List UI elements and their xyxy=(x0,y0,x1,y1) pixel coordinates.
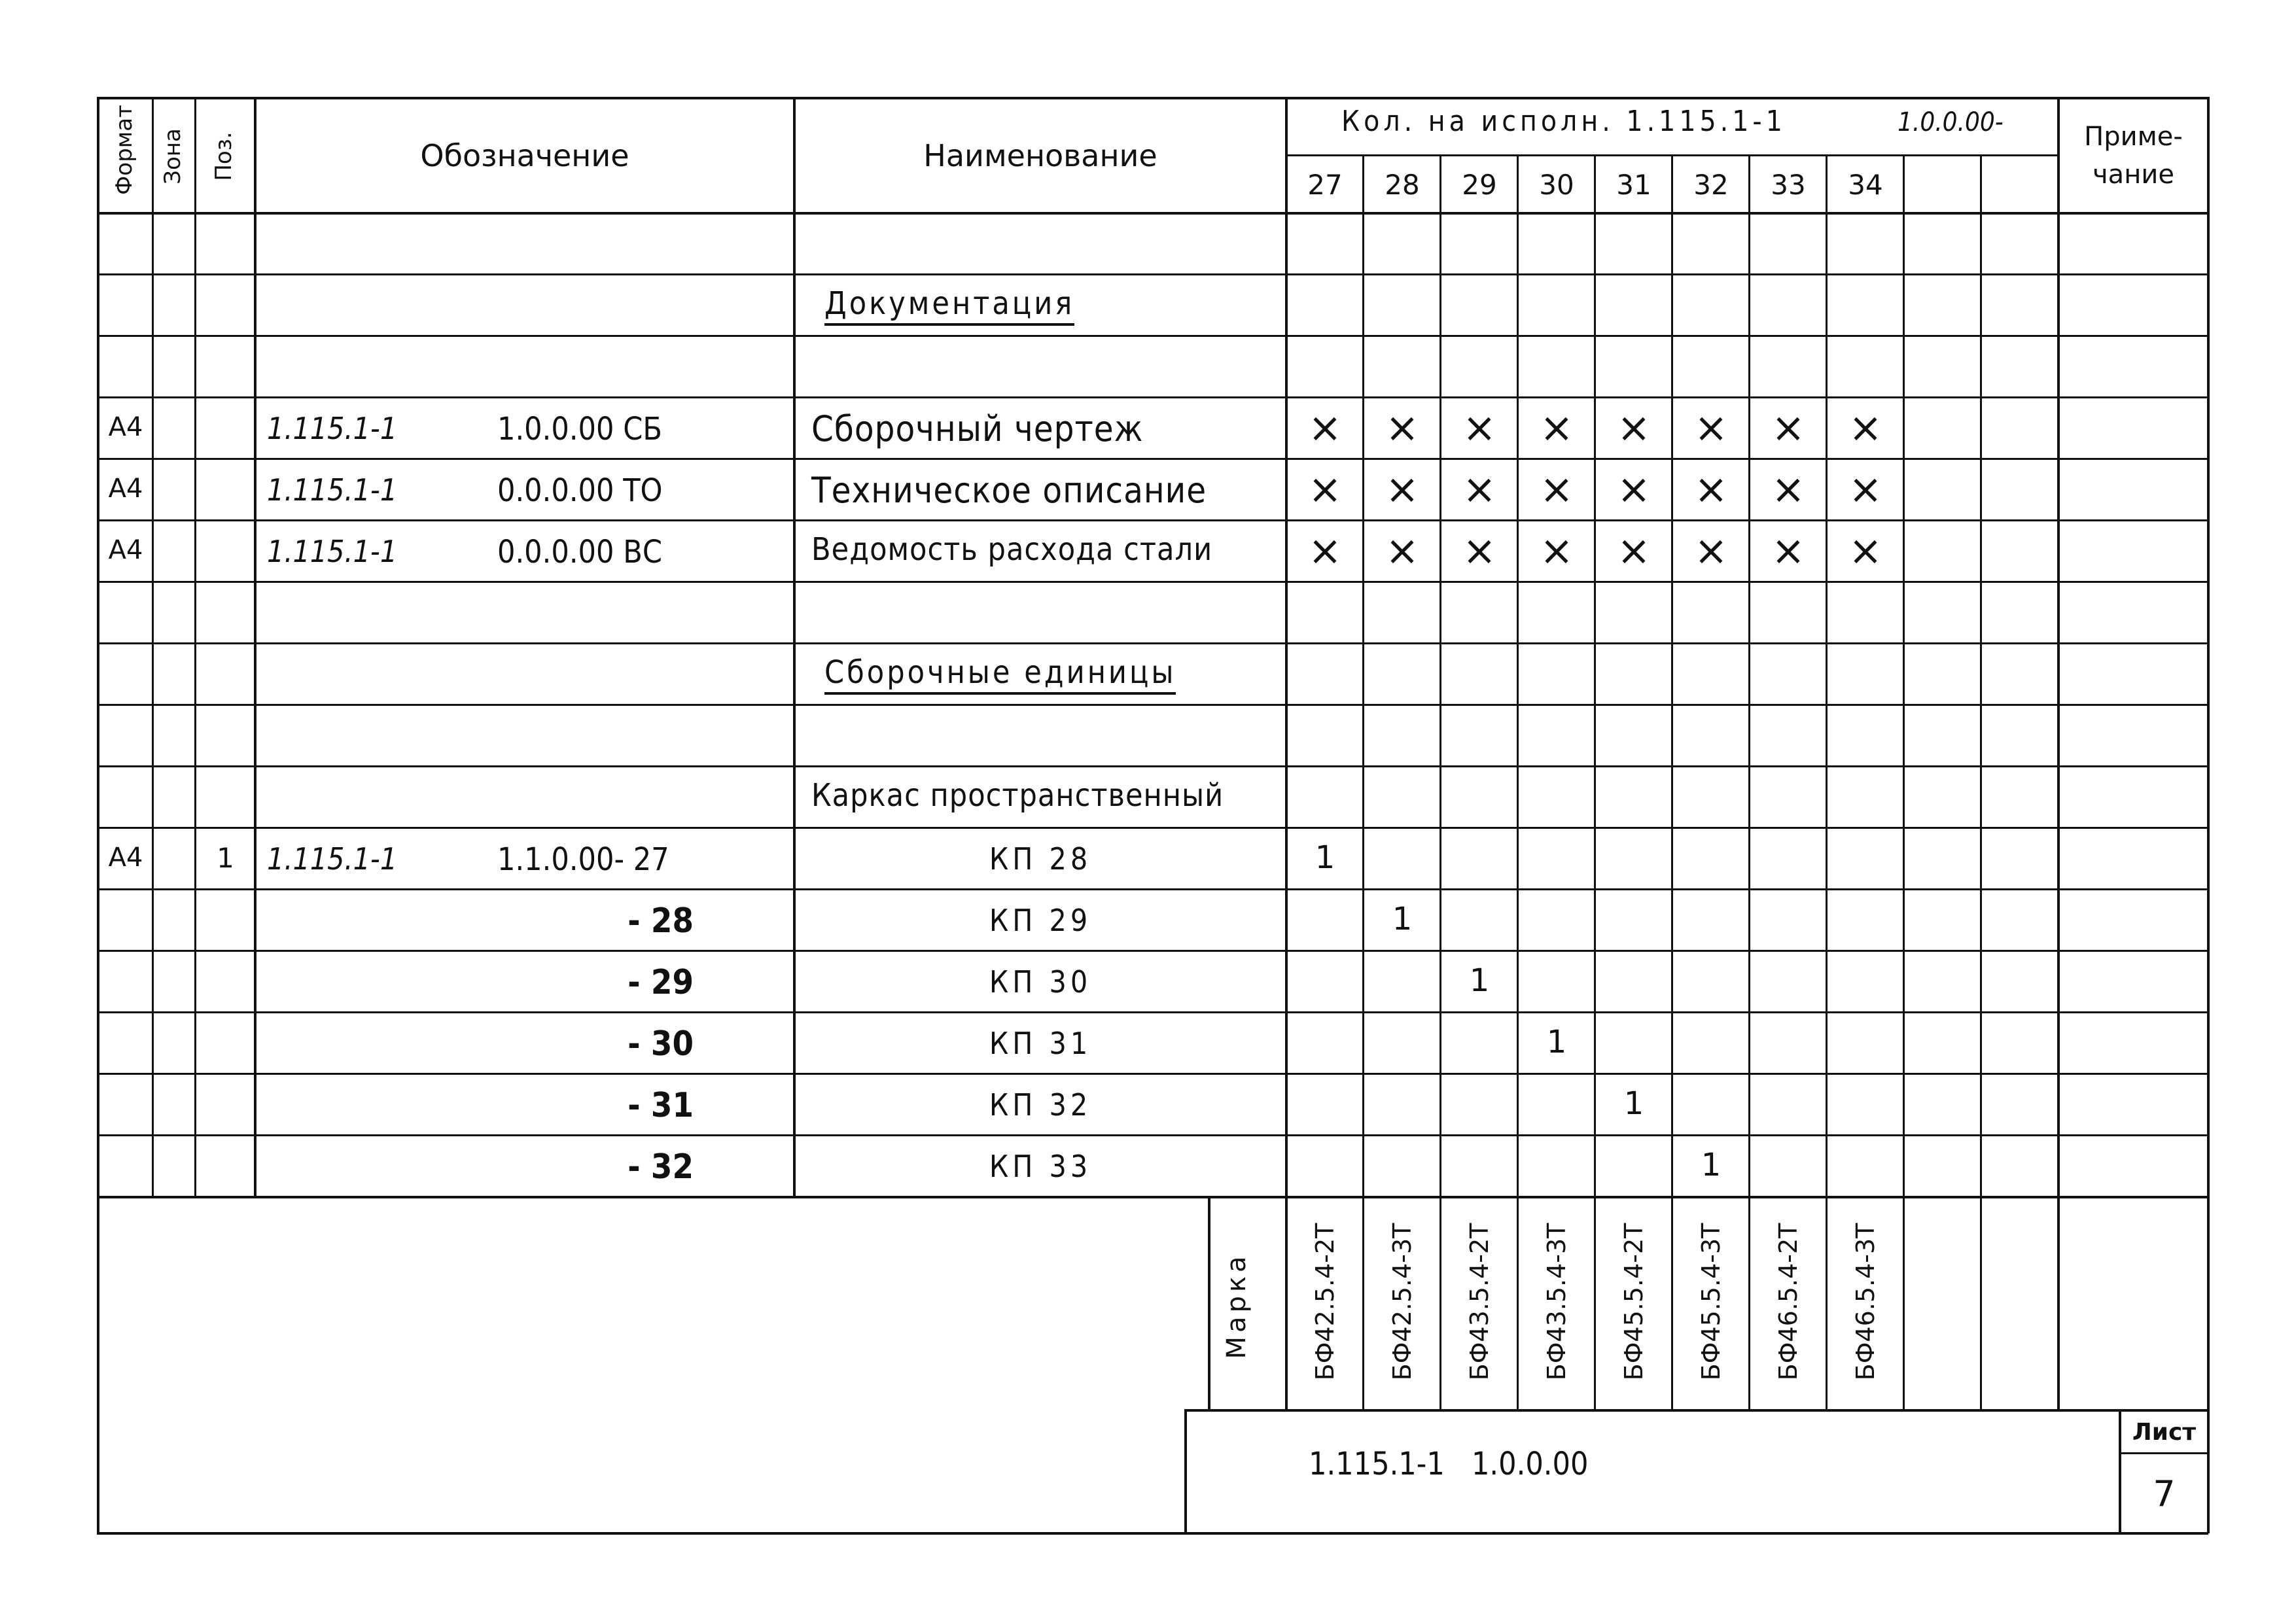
qty-mark xyxy=(1442,335,1517,396)
qty-mark xyxy=(1828,1011,1903,1073)
qty-mark xyxy=(1828,212,1903,273)
qty-mark xyxy=(1828,950,1903,1011)
qty-mark xyxy=(1597,950,1671,1011)
qty-mark xyxy=(1365,1073,1439,1134)
position-cell xyxy=(197,212,254,273)
qty-mark xyxy=(1828,335,1903,396)
designation-doc-number: 1.115.1-1 xyxy=(267,841,398,877)
qty-mark: × xyxy=(1771,403,1805,451)
qty-mark xyxy=(1674,212,1748,273)
frame-bottom xyxy=(97,1532,2208,1535)
designation-code: - 31 xyxy=(627,1086,694,1125)
marka-label: Марка xyxy=(1222,1252,1252,1359)
qty-column-header: 32 xyxy=(1693,168,1729,201)
qty-mark xyxy=(1442,1011,1517,1073)
qty-mark: × xyxy=(1771,464,1805,513)
name-cell: КП 29 xyxy=(989,903,1092,938)
marka-value: БФ42.5.4-2Т xyxy=(1311,1223,1339,1381)
col-line xyxy=(1362,154,1364,1409)
qty-mark: × xyxy=(1540,403,1574,451)
qty-mark xyxy=(1442,888,1517,950)
qty-mark xyxy=(1288,1073,1362,1134)
qty-mark xyxy=(1365,765,1439,827)
qty-mark xyxy=(1519,888,1594,950)
qty-mark xyxy=(1597,642,1671,704)
qty-mark xyxy=(1365,273,1439,335)
qty-mark xyxy=(1519,950,1594,1011)
name-cell: КП 33 xyxy=(989,1149,1092,1184)
qty-mark xyxy=(1288,581,1362,642)
marka-value: БФ45.5.4-2Т xyxy=(1619,1223,1648,1381)
table-bottom-line xyxy=(97,1196,2208,1198)
designation-code: 0.0.0.00 ТО xyxy=(497,472,663,509)
marka-value: БФ46.5.4-2Т xyxy=(1774,1223,1803,1381)
qty-mark xyxy=(1442,212,1517,273)
qty-mark xyxy=(1519,1073,1594,1134)
qty-mark xyxy=(1674,704,1748,765)
name-cell: Документация xyxy=(824,285,1074,326)
qty-mark xyxy=(1442,273,1517,335)
name-cell: Сборочные единицы xyxy=(824,654,1176,695)
header-zone: Зона xyxy=(160,128,186,184)
designation-code: 1.1.0.00- 27 xyxy=(497,841,669,878)
qty-mark xyxy=(1751,581,1826,642)
format-cell xyxy=(99,273,152,335)
qty-mark xyxy=(1828,888,1903,950)
qty-mark xyxy=(1828,581,1903,642)
qty-mark xyxy=(1828,827,1903,888)
designation-doc-number: 1.115.1-1 xyxy=(267,534,398,569)
qty-mark xyxy=(1519,827,1594,888)
qty-column-header: 28 xyxy=(1385,168,1420,201)
header-designation: Обозначение xyxy=(420,138,629,173)
format-cell xyxy=(99,765,152,827)
qty-mark xyxy=(1597,581,1671,642)
format-cell xyxy=(99,581,152,642)
sheet-label: Лист xyxy=(2132,1418,2197,1446)
qty-mark xyxy=(1288,273,1362,335)
col-line xyxy=(1594,154,1596,1409)
marka-value: БФ45.5.4-3Т xyxy=(1697,1223,1725,1381)
col-line xyxy=(1903,154,1905,1409)
qty-mark xyxy=(1365,581,1439,642)
qty-mark xyxy=(1365,1011,1439,1073)
qty-mark: 1 xyxy=(1623,1085,1644,1122)
qty-mark: × xyxy=(1462,526,1496,574)
qty-mark xyxy=(1674,642,1748,704)
col-line xyxy=(1826,154,1828,1409)
qty-column-header: 31 xyxy=(1616,168,1651,201)
qty-mark xyxy=(1597,335,1671,396)
qty-mark xyxy=(1365,642,1439,704)
position-cell xyxy=(197,335,254,396)
qty-column-header: 27 xyxy=(1307,168,1343,201)
qty-column-header: 33 xyxy=(1771,168,1806,201)
title-block-top xyxy=(1184,1409,2208,1412)
qty-mark xyxy=(1751,335,1826,396)
designation-code: - 30 xyxy=(627,1024,694,1064)
qty-mark xyxy=(1519,642,1594,704)
qty-mark xyxy=(1751,212,1826,273)
qty-mark xyxy=(1365,950,1439,1011)
designation-code: 1.0.0.00 СБ xyxy=(497,411,662,447)
qty-mark xyxy=(1442,1073,1517,1134)
qty-mark xyxy=(1442,642,1517,704)
marka-value: БФ46.5.4-3Т xyxy=(1851,1223,1880,1381)
format-cell: А4 xyxy=(108,412,143,442)
name-cell: КП 32 xyxy=(989,1087,1092,1123)
qty-mark: × xyxy=(1617,464,1651,513)
qty-mark xyxy=(1674,765,1748,827)
qty-mark: × xyxy=(1848,526,1882,574)
qty-mark xyxy=(1519,1134,1594,1196)
qty-mark xyxy=(1442,765,1517,827)
marka-value: БФ43.5.4-2Т xyxy=(1465,1223,1494,1381)
qty-mark xyxy=(1674,1011,1748,1073)
qty-mark: × xyxy=(1385,526,1419,574)
qty-mark xyxy=(1519,212,1594,273)
qty-mark xyxy=(1674,827,1748,888)
name-cell: КП 30 xyxy=(989,964,1092,1000)
name-cell: Сборочный чертеж xyxy=(811,408,1144,449)
qty-mark xyxy=(1828,1073,1903,1134)
qty-mark xyxy=(1288,642,1362,704)
document-code: 1.115.1-1 1.0.0.00 xyxy=(1309,1446,1589,1482)
header-qty-title: Кол. на исполн. 1.115.1-1 xyxy=(1341,105,1786,138)
qty-mark xyxy=(1597,704,1671,765)
col-line xyxy=(1748,154,1750,1409)
header-name: Наименование xyxy=(923,138,1157,173)
qty-mark xyxy=(1597,827,1671,888)
qty-mark xyxy=(1751,1073,1826,1134)
col-line xyxy=(1980,154,1982,1409)
format-cell xyxy=(99,704,152,765)
qty-mark: × xyxy=(1308,403,1342,451)
marka-value: БФ42.5.4-3Т xyxy=(1388,1223,1417,1381)
format-cell: А4 xyxy=(108,535,143,565)
header-format: Формат xyxy=(111,105,137,195)
qty-mark: × xyxy=(1694,464,1728,513)
col-line xyxy=(1439,154,1441,1409)
qty-mark xyxy=(1442,704,1517,765)
qty-mark xyxy=(1597,273,1671,335)
qty-mark xyxy=(1597,888,1671,950)
qty-mark xyxy=(1597,765,1671,827)
col-line xyxy=(1517,154,1519,1409)
qty-mark xyxy=(1288,1011,1362,1073)
qty-mark xyxy=(1751,642,1826,704)
qty-column-header xyxy=(1983,157,2057,212)
qty-mark: × xyxy=(1540,464,1574,513)
format-cell xyxy=(99,212,152,273)
qty-mark: × xyxy=(1308,526,1342,574)
header-pos: Поз. xyxy=(211,131,237,181)
sheet-box-divider xyxy=(2119,1452,2208,1454)
sheet-number: 7 xyxy=(2153,1473,2176,1514)
name-cell: Каркас пространственный xyxy=(811,777,1224,814)
qty-mark xyxy=(1674,581,1748,642)
qty-mark xyxy=(1365,704,1439,765)
qty-column-header: 30 xyxy=(1539,168,1574,201)
qty-mark xyxy=(1751,1134,1826,1196)
position-cell xyxy=(197,704,254,765)
qty-column-header xyxy=(1905,157,1980,212)
qty-mark xyxy=(1674,950,1748,1011)
qty-mark xyxy=(1828,273,1903,335)
title-block-left xyxy=(1184,1409,1187,1533)
qty-mark xyxy=(1597,212,1671,273)
position-cell xyxy=(197,458,254,519)
qty-mark: × xyxy=(1385,464,1419,513)
name-cell: КП 31 xyxy=(989,1026,1092,1061)
qty-mark xyxy=(1442,581,1517,642)
qty-mark xyxy=(1674,335,1748,396)
marka-value: БФ43.5.4-3Т xyxy=(1542,1223,1571,1381)
qty-mark: × xyxy=(1694,403,1728,451)
qty-mark: × xyxy=(1385,403,1419,451)
qty-mark xyxy=(1519,335,1594,396)
qty-mark xyxy=(1442,1134,1517,1196)
name-cell: КП 28 xyxy=(989,841,1092,877)
designation-code: - 29 xyxy=(627,963,694,1002)
header-qty-suffix: 1.0.0.00- xyxy=(1898,107,2004,137)
qty-mark xyxy=(1597,1011,1671,1073)
name-cell: Техническое описание xyxy=(811,470,1207,511)
col-line xyxy=(2057,97,2060,1409)
qty-mark: × xyxy=(1848,403,1882,451)
header-note: Приме- чание xyxy=(2084,122,2183,190)
qty-mark xyxy=(1365,827,1439,888)
qty-mark xyxy=(1288,888,1362,950)
qty-mark xyxy=(1751,273,1826,335)
position-cell xyxy=(197,396,254,458)
format-cell xyxy=(99,642,152,704)
qty-mark xyxy=(1288,950,1362,1011)
designation-code: 0.0.0.00 ВС xyxy=(497,534,662,570)
position-cell xyxy=(197,273,254,335)
frame-right xyxy=(2207,97,2210,1533)
qty-mark xyxy=(1751,1011,1826,1073)
qty-mark xyxy=(1288,335,1362,396)
qty-mark: × xyxy=(1540,526,1574,574)
qty-mark xyxy=(1442,827,1517,888)
designation-code: - 28 xyxy=(627,901,694,941)
qty-mark xyxy=(1365,1134,1439,1196)
qty-mark xyxy=(1674,1073,1748,1134)
qty-mark xyxy=(1751,827,1826,888)
col-line xyxy=(1671,154,1673,1409)
qty-mark xyxy=(1751,765,1826,827)
qty-mark: × xyxy=(1462,403,1496,451)
qty-mark: × xyxy=(1462,464,1496,513)
name-cell: Ведомость расхода стали xyxy=(811,531,1213,568)
qty-mark xyxy=(1288,765,1362,827)
format-cell: А4 xyxy=(108,474,143,504)
qty-mark: 1 xyxy=(1315,839,1335,876)
format-cell: А4 xyxy=(108,843,143,873)
qty-mark xyxy=(1828,1134,1903,1196)
qty-column-header: 34 xyxy=(1848,168,1883,201)
qty-column-header: 29 xyxy=(1462,168,1497,201)
designation-code: - 32 xyxy=(627,1147,694,1187)
qty-mark xyxy=(1674,273,1748,335)
qty-mark: × xyxy=(1617,526,1651,574)
qty-mark xyxy=(1288,1134,1362,1196)
qty-mark xyxy=(1828,765,1903,827)
qty-mark: 1 xyxy=(1546,1024,1567,1060)
qty-mark xyxy=(1751,888,1826,950)
designation-doc-number: 1.115.1-1 xyxy=(267,411,398,446)
qty-mark xyxy=(1288,212,1362,273)
qty-mark xyxy=(1519,273,1594,335)
qty-mark xyxy=(1519,581,1594,642)
qty-mark: 1 xyxy=(1701,1147,1722,1183)
qty-mark: × xyxy=(1771,526,1805,574)
qty-mark xyxy=(1519,765,1594,827)
qty-mark xyxy=(1828,642,1903,704)
qty-mark xyxy=(1365,212,1439,273)
marka-left-line xyxy=(1208,1196,1210,1409)
qty-mark: × xyxy=(1848,464,1882,513)
qty-mark xyxy=(1519,704,1594,765)
format-cell xyxy=(99,335,152,396)
qty-mark xyxy=(1751,704,1826,765)
qty-mark: 1 xyxy=(1392,901,1413,937)
qty-mark xyxy=(1597,1134,1671,1196)
qty-mark: × xyxy=(1617,403,1651,451)
qty-mark: 1 xyxy=(1469,962,1490,999)
qty-mark: × xyxy=(1308,464,1342,513)
position-cell xyxy=(197,642,254,704)
position-cell xyxy=(197,765,254,827)
position-cell xyxy=(197,519,254,581)
qty-mark: × xyxy=(1694,526,1728,574)
qty-mark xyxy=(1751,950,1826,1011)
position-cell xyxy=(197,581,254,642)
position-cell: 1 xyxy=(217,841,234,874)
qty-mark xyxy=(1828,704,1903,765)
qty-mark xyxy=(1288,704,1362,765)
designation-doc-number: 1.115.1-1 xyxy=(267,472,398,508)
qty-mark xyxy=(1674,888,1748,950)
qty-mark xyxy=(1365,335,1439,396)
